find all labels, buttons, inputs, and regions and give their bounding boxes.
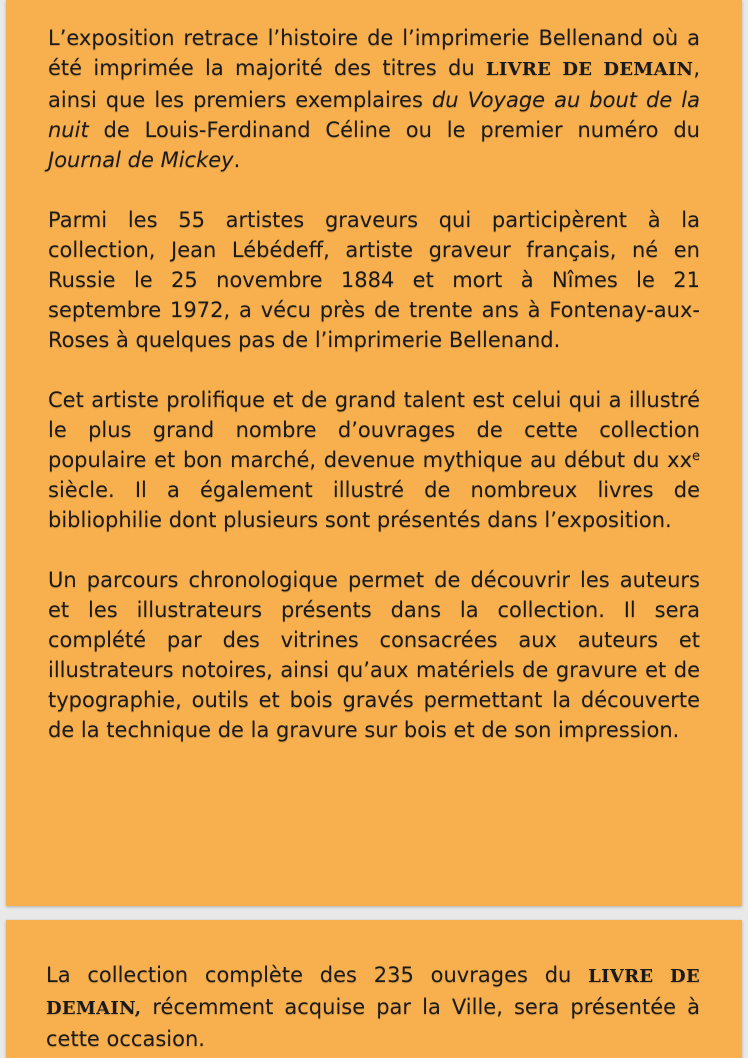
title-journal-de-mickey: Journal de Mickey	[48, 148, 234, 172]
text-segment: L’exposition retrace l’histoire de l’imprimerie Bellenand où a été imprimée la majorité des titres du	[48, 26, 700, 80]
paragraph-artist-work	[48, 385, 700, 535]
text-segment: Cet artiste prolifique et de grand talent est celui qui a illustré le plus grand nombre d’ouvrages de cette collection populaire et bon marché, devenue mythique au début du xx	[48, 388, 700, 472]
brand-livre-de-demain: LIVRE DE DEMAIN,	[46, 966, 700, 1019]
century-superscript: e	[692, 449, 700, 464]
paragraph-bellenand-history	[48, 23, 700, 175]
text-segment: de Louis-Ferdinand Céline ou le premier numéro du	[88, 118, 700, 142]
paragraph-chronological-tour: Un parcours chronologique permet de découvrir les auteurs et les illustrateurs présents dans la collection. Il sera complété par des vitrines consacrées aux auteurs et illustrateurs notoires, ainsi qu’aux matériels de gravure et de typographie, outils et bois gravés permettant la découverte de la technique de la gravure sur bois et de son impression.	[48, 568, 700, 742]
text-segment: .	[233, 148, 241, 172]
text-segment: récemment acquise par la Ville, sera présentée à cette occasion.	[46, 995, 700, 1051]
text-segment: La collection complète des 235 ouvrages du	[46, 963, 589, 987]
paragraph-jean-lebedeff: Parmi les 55 artistes graveurs qui participèrent à la collection, Jean Lébédeff, artiste graveur français, né en Russie le 25 novembre 1884 et mort à Nîmes le 21 septembre 1972, a vécu près de trente ans à Fontenay-aux-Roses à quelques pas de l’imprimerie Bellenand.	[48, 208, 700, 352]
brand-livre-de-demain: LIVRE DE DEMAIN	[485, 59, 694, 80]
exhibition-text-panel	[6, 0, 742, 906]
text-segment: siècle. Il a également illustré de nombreux livres de bibliophilie dont plusieurs sont présentés dans l’exposition.	[48, 478, 700, 532]
paragraph-collection-acquisition	[46, 960, 700, 1054]
title-voyage-au-bout-de-la-nuit: du Voyage au bout de la nuit	[48, 88, 700, 142]
text-segment: , ainsi que les premiers exemplaires	[48, 56, 700, 112]
collection-announcement-panel	[6, 920, 742, 1058]
